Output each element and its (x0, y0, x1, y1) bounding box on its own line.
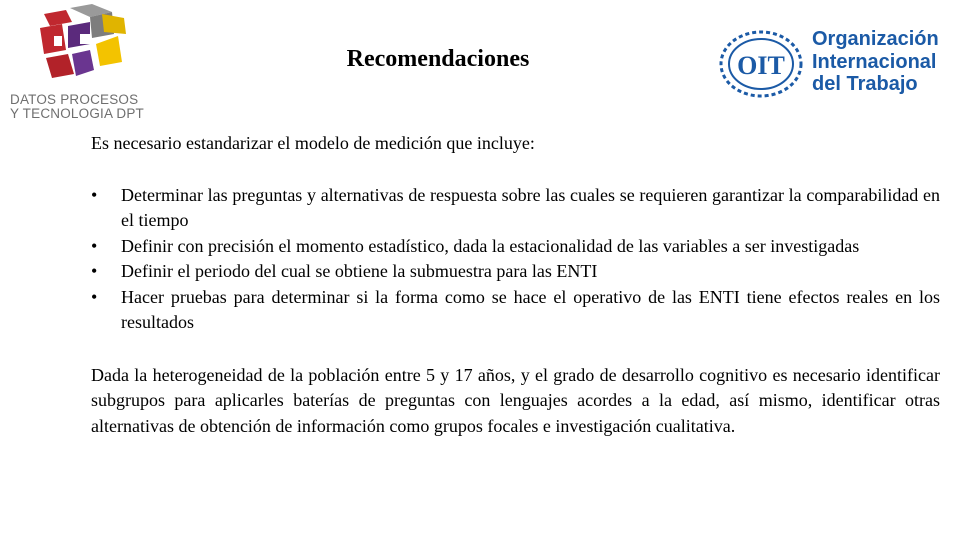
slide-title: Recomendaciones (346, 46, 530, 72)
bullet-icon: • (91, 235, 98, 256)
list-item-text: Determinar las preguntas y alternativas de respuesta sobre las cuales se requieren garantizar la comparabilidad en el tiempo (121, 184, 940, 230)
oit-name-line2: Internacional (812, 50, 937, 73)
dpt-logo-line2: Y TECNOLOGIA DPT (10, 106, 144, 121)
bullet-icon: • (91, 184, 98, 205)
list-item (91, 259, 940, 285)
oit-emblem-text: OIT (737, 51, 785, 80)
oit-name-line3: del Trabajo (812, 73, 918, 95)
list-item-text: Definir el periodo del cual se obtiene la submuestra para las ENTI (121, 261, 598, 281)
slide-body (91, 131, 940, 439)
list-item-text: Hacer pruebas para determinar si la forma como se hace el operativo de las ENTI tiene efectos reales en los resultados (121, 286, 940, 332)
dpt-logo (4, 4, 162, 122)
datos-procesos-cube-logo-icon (32, 4, 132, 90)
oit-logo (716, 26, 946, 102)
dpt-logo-line1: DATOS PROCESOS (10, 92, 139, 107)
closing-paragraph: Dada la heterogeneidad de la población entre 5 y 17 años, y el grado de desarrollo cognitivo es necesario identificar subgrupos para aplicarles baterías de preguntas con lenguajes acordes a la edad, así mismo, identificar otras alternativas de obtención de información como grupos focales e investigación cualitativa. (91, 364, 940, 436)
bullet-icon: • (91, 261, 98, 281)
list-item (91, 285, 940, 336)
recommendations-list (91, 183, 940, 336)
oit-name (812, 28, 939, 96)
list-item (91, 234, 940, 260)
oit-wreath-logo-icon (716, 28, 806, 100)
bullet-icon: • (91, 286, 98, 307)
list-item (91, 183, 940, 234)
intro-text: Es necesario estandarizar el modelo de medición que incluye: (91, 133, 535, 153)
list-item-text: Definir con precisión el momento estadístico, dada la estacionalidad de las variables a ser investigadas (121, 235, 860, 256)
oit-name-line1: Organización (812, 28, 939, 50)
